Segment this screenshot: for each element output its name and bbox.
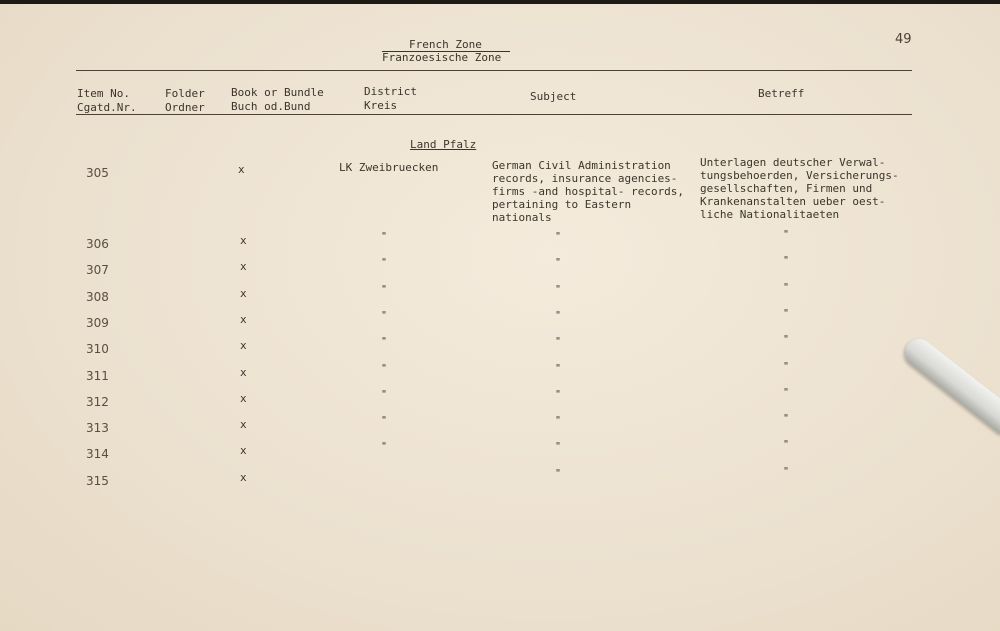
district-ditto: ": [381, 389, 388, 400]
item-number: 313: [86, 421, 109, 435]
book-mark: x: [240, 260, 247, 273]
book-mark: x: [240, 444, 247, 457]
document-page: [0, 4, 1000, 631]
book-mark: x: [238, 163, 245, 176]
item-number: 311: [86, 369, 109, 383]
pointer-stick: [899, 333, 1000, 435]
header-item: Item No. Cgatd.Nr.: [77, 87, 137, 114]
zone-title-de: Franzoesische Zone: [382, 51, 502, 64]
item-number: 306: [86, 237, 109, 251]
subject-ditto: ": [555, 336, 562, 347]
book-mark: x: [240, 418, 247, 431]
section-title: Land Pfalz: [410, 138, 477, 151]
subject-ditto: ": [555, 310, 562, 321]
item-number: 310: [86, 342, 109, 356]
book-mark: x: [240, 339, 247, 352]
item-number: 314: [86, 447, 109, 461]
item-number: 315: [86, 474, 109, 488]
betreff-ditto: ": [783, 387, 790, 398]
header-district: District Kreis: [364, 85, 417, 112]
subject-ditto: ": [555, 468, 562, 479]
district-ditto: ": [381, 336, 388, 347]
betreff-ditto: ": [783, 439, 790, 450]
betreff-ditto: ": [783, 308, 790, 319]
district-ditto: ": [381, 415, 388, 426]
subject-ditto: ": [555, 284, 562, 295]
header-subject: Subject: [530, 90, 577, 103]
subject-ditto: ": [555, 363, 562, 374]
betreff-ditto: ": [783, 334, 790, 345]
book-mark: x: [240, 287, 247, 300]
header-folder: Folder Ordner: [165, 87, 205, 114]
header-betreff: Betreff: [758, 87, 805, 100]
district-ditto: ": [381, 257, 388, 268]
subject-ditto: ": [555, 231, 562, 242]
header-bottom-rule: [76, 114, 912, 115]
subject-ditto: ": [555, 257, 562, 268]
book-mark: x: [240, 313, 247, 326]
subject-ditto: ": [555, 415, 562, 426]
book-mark: x: [240, 366, 247, 379]
subject-ditto: ": [555, 389, 562, 400]
district-ditto: ": [381, 284, 388, 295]
betreff-ditto: ": [783, 282, 790, 293]
item-number: 307: [86, 263, 109, 277]
district-ditto: ": [381, 363, 388, 374]
book-mark: x: [240, 392, 247, 405]
page-number: 49: [895, 32, 912, 47]
zone-title-en: French Zone: [409, 38, 482, 51]
district-cell: LK Zweibruecken: [339, 161, 439, 174]
item-number: 309: [86, 316, 109, 330]
header-book: Book or Bundle Buch od.Bund: [231, 86, 324, 113]
betreff-ditto: ": [783, 361, 790, 372]
betreff-ditto: ": [783, 466, 790, 477]
betreff-ditto: ": [783, 255, 790, 266]
district-ditto: ": [381, 441, 388, 452]
betreff-cell: Unterlagen deutscher Verwal- tungsbehoerden, Versicherungs- gesellschaften, Firmen und Krankenanstalten ueber oest- liche Nationalitaeten: [700, 156, 899, 221]
subject-cell: German Civil Administration records, insurance agencies- firms -and hospital- records, pertaining to Eastern nationals: [492, 159, 685, 224]
book-mark: x: [240, 471, 247, 484]
header-top-rule: [76, 70, 912, 71]
district-ditto: ": [381, 231, 388, 242]
subject-ditto: ": [555, 441, 562, 452]
betreff-ditto: ": [783, 229, 790, 240]
item-number: 308: [86, 290, 109, 304]
betreff-ditto: ": [783, 413, 790, 424]
district-ditto: ": [381, 310, 388, 321]
item-number: 305: [86, 166, 109, 180]
book-mark: x: [240, 234, 247, 247]
item-number: 312: [86, 395, 109, 409]
